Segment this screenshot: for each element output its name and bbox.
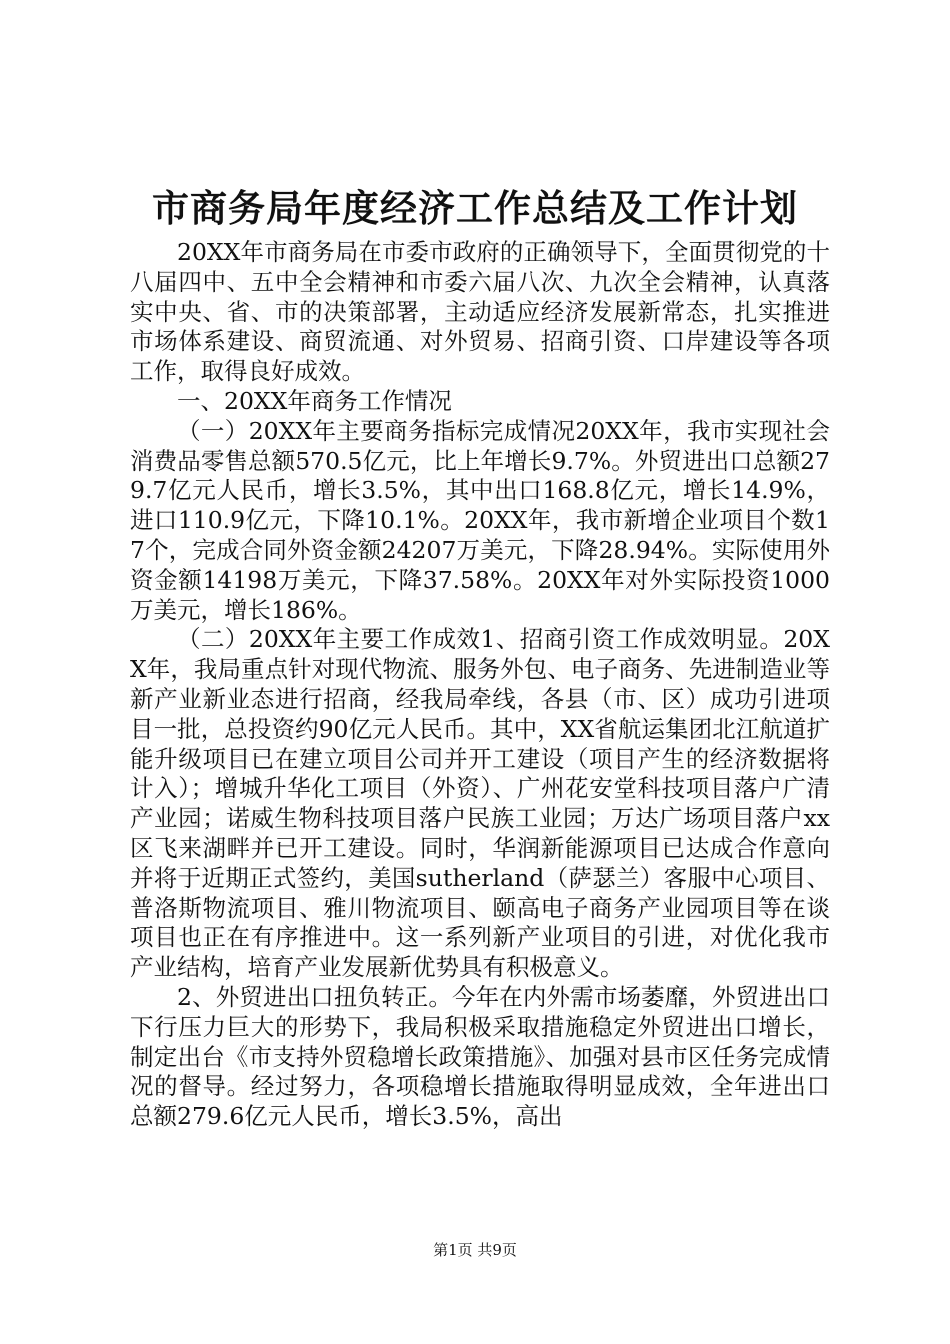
document-title: 市商务局年度经济工作总结及工作计划 <box>152 186 798 230</box>
section-heading-1: 一、20XX年商务工作情况 <box>177 386 452 415</box>
paragraph-indicators: （一）20XX年主要商务指标完成情况20XX年，我市实现社会消费品零售总额570.5亿元，比上年增长9.7%。外贸进出口总额279.7亿元人民币，增长3.5%，其中出口168.8亿元，增长14.9%，进口110.9亿元，下降10.1%。20XX年，我市新增企业项目个数17个，完成合同外资金额24207万美元，下降28.94%。实际使用外资金额14198万美元，下降37.58%。20XX年对外实际投资1000万美元，增长186%。 <box>130 416 830 624</box>
paragraph-foreign-trade: 2、外贸进出口扭负转正。今年在内外需市场萎靡，外贸进出口下行压力巨大的形势下，我局积极采取措施稳定外贸进出口增长，制定出台《市支持外贸稳增长政策措施》、加强对县市区任务完成情况的督导。经过努力，各项稳增长措施取得明显成效，全年进出口总额279.6亿元人民币，增长3.5%，高出 <box>130 982 830 1131</box>
paragraph-intro: 20XX年市商务局在市委市政府的正确领导下，全面贯彻党的十八届四中、五中全会精神和市委六届八次、九次全会精神，认真落实中央、省、市的决策部署，主动适应经济发展新常态，扎实推进市场体系建设、商贸流通、对外贸易、招商引资、口岸建设等各项工作，取得良好成效。 <box>130 238 830 386</box>
paragraph-achievements: （二）20XX年主要工作成效1、招商引资工作成效明显。20XX年，我局重点针对现代物流、服务外包、电子商务、先进制造业等新产业新业态进行招商，经我局牵线，各县（市、区）成功引进项目一批，总投资约90亿元人民币。其中，XX省航运集团北江航道扩能升级项目已在建立项目公司并开工建设（项目产生的经济数据将计入）；增城升华化工项目（外资）、广州花安堂科技项目落户广清产业园；诺威生物科技项目落户民族工业园；万达广场项目落户xx区飞来湖畔并已开工建设。同时，华润新能源项目已达成合作意向并将于近期正式签约，美国sutherland（萨瑟兰）客服中心项目、普洛斯物流项目、雅川物流项目、颐高电子商务产业园项目等在谈项目也正在有序推进中。这一系列新产业项目的引进，对优化我市产业结构，培育产业发展新优势具有积极意义。 <box>130 625 830 982</box>
page-number-footer: 第1页 共9页 <box>433 1241 517 1259</box>
document-body <box>130 238 830 1132</box>
